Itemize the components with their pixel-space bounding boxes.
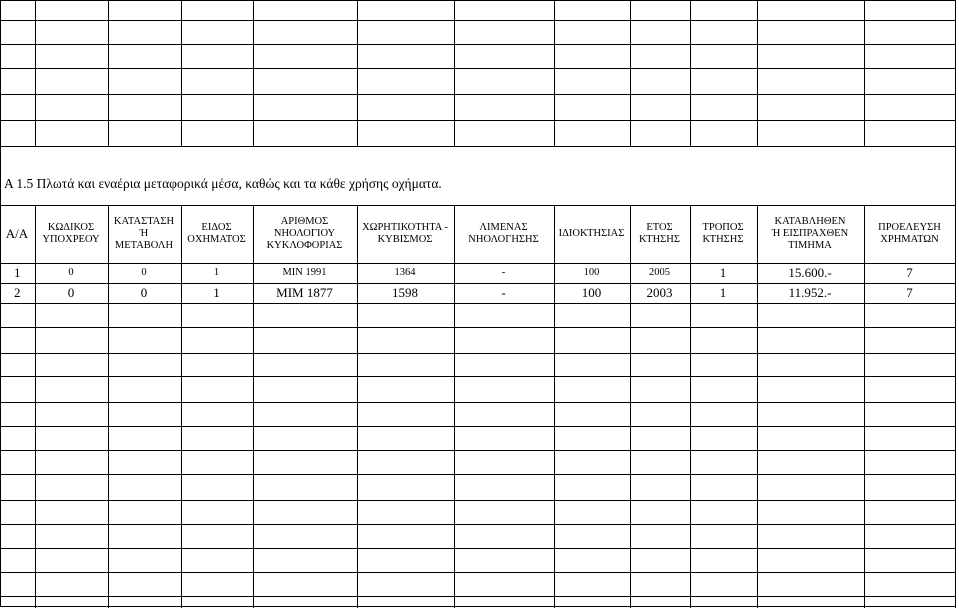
table-cell: 1598 (392, 284, 418, 300)
grid-hline (1, 20, 956, 21)
grid-vline (554, 1, 555, 147)
column-header: ΕΙΔΟΣ ΟΧΗΜΑΤΟΣ (187, 222, 246, 245)
column-header: ΤΡΟΠΟΣ ΚΤΗΣΗΣ (702, 222, 744, 245)
grid-hline (1, 572, 956, 573)
grid-vline (630, 1, 631, 147)
grid-vline (357, 1, 358, 147)
table-cell: 1 (719, 284, 727, 300)
grid-hline (1, 303, 956, 304)
table-cell: 7 (906, 284, 913, 300)
table-cell: 0 (140, 284, 148, 300)
table-cell: 15.600.- (788, 264, 832, 280)
table-cell: 2005 (649, 267, 670, 278)
grid-hline (1, 474, 956, 475)
column-header: Α/Α (5, 226, 29, 241)
table-cell: 1364 (394, 267, 416, 278)
table-cell: 11.952.- (788, 284, 832, 300)
section-title: Α 1.5 Πλωτά και εναέρια μεταφορικά μέσα, καθώς και τα κάθε χρήσης οχήματα. (4, 176, 446, 192)
grid-bottom-border (1, 606, 956, 607)
table-cell: 2003 (646, 284, 673, 300)
grid-hline (1, 353, 956, 354)
grid-vline (864, 1, 865, 147)
grid-hline (1, 500, 956, 501)
table-cell: 2 (14, 284, 21, 300)
grid-hline (1, 596, 956, 597)
grid-hline (1, 44, 956, 45)
grid-vline (108, 1, 109, 147)
grid-vline (253, 1, 254, 147)
grid-vline (35, 1, 36, 147)
grid-hline (1, 548, 956, 549)
table-cell: 100 (583, 267, 600, 278)
table-cell: - (501, 267, 506, 278)
column-header: ΚΑΤΑΒΛΗΘΕΝ Ή ΕΙΣΠΡΑΧΘΕΝ ΤΙΜΗΜΑ (771, 216, 849, 251)
grid-hline (1, 94, 956, 95)
grid-hline (1, 376, 956, 377)
column-header: ΧΩΡΗΤΙΚΟΤΗΤΑ - ΚΥΒΙΣΜΟΣ (362, 222, 448, 245)
column-header: ΑΡΙΘΜΟΣ ΝΗΟΛΟΓΙΟΥ ΚΥΚΛΟΦΟΡΙΑΣ (266, 216, 343, 251)
table-cell: 1 (213, 284, 220, 300)
table-cell: 7 (906, 264, 913, 280)
grid-hline (1, 68, 956, 69)
table-cell: 0 (141, 267, 147, 278)
table-cell: - (501, 284, 506, 300)
grid-vline (757, 1, 758, 147)
table-cell: ΜΙΝ 1991 (282, 267, 327, 278)
grid-hline (1, 120, 956, 121)
column-header: ΚΩΔΙΚΟΣ ΥΠΟΧΡΕΟΥ (42, 222, 100, 245)
grid-vline (454, 1, 455, 147)
table-cell: 0 (67, 284, 75, 300)
table-cell: 1 (719, 264, 727, 280)
column-header: ΕΤΟΣ ΚΤΗΣΗΣ (639, 222, 680, 245)
grid-hline (1, 146, 956, 147)
grid-vline (181, 1, 182, 147)
table-cell: ΜΙΜ 1877 (276, 284, 333, 300)
grid-hline (1, 524, 956, 525)
grid-right-border (955, 1, 956, 608)
column-header: ΙΔΙΟΚΤΗΣΙΑΣ (558, 228, 625, 239)
table-cell: 1 (213, 267, 220, 278)
column-header: ΛΙΜΕΝΑΣ ΝΗΟΛΟΓΗΣΗΣ (468, 222, 539, 245)
table-cell: 1 (14, 264, 21, 280)
table-cell: 100 (581, 284, 602, 300)
column-header: ΚΑΤΑΣΤΑΣΗ Ή ΜΕΤΑΒΟΛΗ (113, 216, 175, 251)
grid-hline (1, 450, 956, 451)
grid-hline (1, 402, 956, 403)
grid-vline (690, 1, 691, 147)
grid-hline (1, 327, 956, 328)
column-header: ΠΡΟΕΛΕΥΣΗ ΧΡΗΜΑΤΩΝ (878, 222, 941, 245)
table-cell: 0 (68, 267, 74, 278)
grid-hline (1, 426, 956, 427)
